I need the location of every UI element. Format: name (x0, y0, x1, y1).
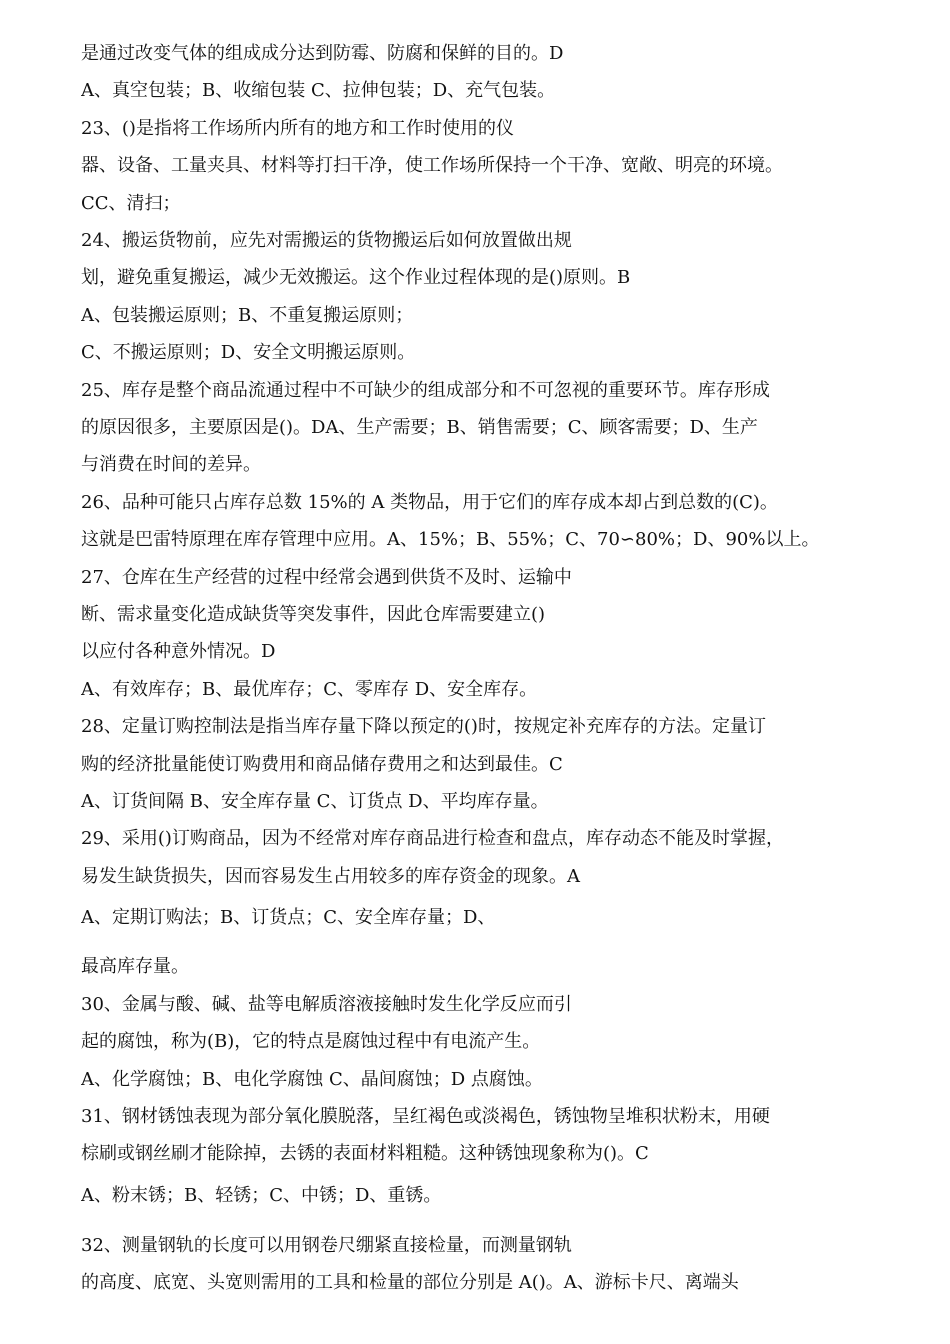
text-line: A、有效库存；B、最优库存；C、零库存 D、安全库存。 (81, 679, 538, 700)
text-line: A、定期订购法；B、订货点；C、安全库存量；D、 (81, 907, 496, 928)
text-line: 起的腐蚀，称为(B)，它的特点是腐蚀过程中有电流产生。 (81, 1031, 541, 1052)
text-line: 32、测量钢轨的长度可以用钢卷尺绷紧直接检量，而测量钢轨 (81, 1235, 572, 1256)
text-line: 23、()是指将工作场所内所有的地方和工作时使用的仪 (81, 118, 514, 139)
text-line: A、订货间隔 B、安全库存量 C、订货点 D、平均库存量。 (81, 791, 549, 812)
text-line: 的高度、底宽、头宽则需用的工具和检量的部位分别是 A()。A、游标卡尺、离端头 (81, 1272, 739, 1293)
text-line: C、不搬运原则；D、安全文明搬运原则。 (81, 342, 416, 363)
text-line: 断、需求量变化造成缺货等突发事件，因此仓库需要建立() (81, 604, 546, 625)
text-line: 27、仓库在生产经营的过程中经常会遇到供货不及时、运输中 (81, 567, 572, 588)
text-line: 最高库存量。 (81, 956, 189, 977)
text-line: 的原因很多，主要原因是()。DA、生产需要；B、销售需要；C、顾客需要；D、生产 (81, 417, 758, 438)
text-line: A、化学腐蚀；B、电化学腐蚀 C、晶间腐蚀；D 点腐蚀。 (81, 1069, 543, 1090)
text-line: 28、定量订购控制法是指当库存量下降以预定的()时，按规定补充库存的方法。定量订 (81, 716, 766, 737)
text-line: 30、金属与酸、碱、盐等电解质溶液接触时发生化学反应而引 (81, 994, 572, 1015)
text-line: 以应付各种意外情况。D (81, 641, 276, 662)
text-line: 器、设备、工量夹具、材料等打扫干净，使工作场所保持一个干净、宽敞、明亮的环境。 (81, 155, 783, 176)
text-line: 25、库存是整个商品流通过程中不可缺少的组成部分和不可忽视的重要环节。库存形成 (81, 380, 770, 401)
text-line: 与消费在时间的差异。 (81, 454, 261, 475)
text-line: 31、钢材锈蚀表现为部分氧化膜脱落，呈红褐色或淡褐色，锈蚀物呈堆积状粉末，用硬 (81, 1106, 770, 1127)
text-line: 29、采用()订购商品，因为不经常对库存商品进行检查和盘点，库存动态不能及时掌握， (81, 828, 784, 849)
text-line: A、真空包装；B、收缩包装 C、拉伸包装；D、充气包装。 (81, 80, 556, 101)
text-line: 划，避免重复搬运，减少无效搬运。这个作业过程体现的是()原则。B (81, 267, 631, 288)
text-line: A、粉末锈；B、轻锈；C、中锈；D、重锈。 (81, 1185, 442, 1206)
text-line: 易发生缺货损失，因而容易发生占用较多的库存资金的现象。A (81, 866, 580, 887)
text-line: A、包装搬运原则；B、不重复搬运原则； (81, 305, 414, 326)
text-line: 购的经济批量能使订购费用和商品储存费用之和达到最佳。C (81, 754, 563, 775)
text-line: CC、清扫； (81, 193, 181, 214)
text-line: 棕刷或钢丝刷才能除掉，去锈的表面材料粗糙。这种锈蚀现象称为()。C (81, 1143, 649, 1164)
text-line: 24、搬运货物前，应先对需搬运的货物搬运后如何放置做出规 (81, 230, 572, 251)
text-line: 26、品种可能只占库存总数 15%的 A 类物品，用于它们的库存成本却占到总数的(C)。 (81, 492, 778, 513)
text-line: 是通过改变气体的组成成分达到防霉、防腐和保鲜的目的。D (81, 43, 564, 64)
text-line: 这就是巴雷特原理在库存管理中应用。A、15%；B、55%；C、70∽80%；D、90%以上。 (81, 529, 820, 550)
